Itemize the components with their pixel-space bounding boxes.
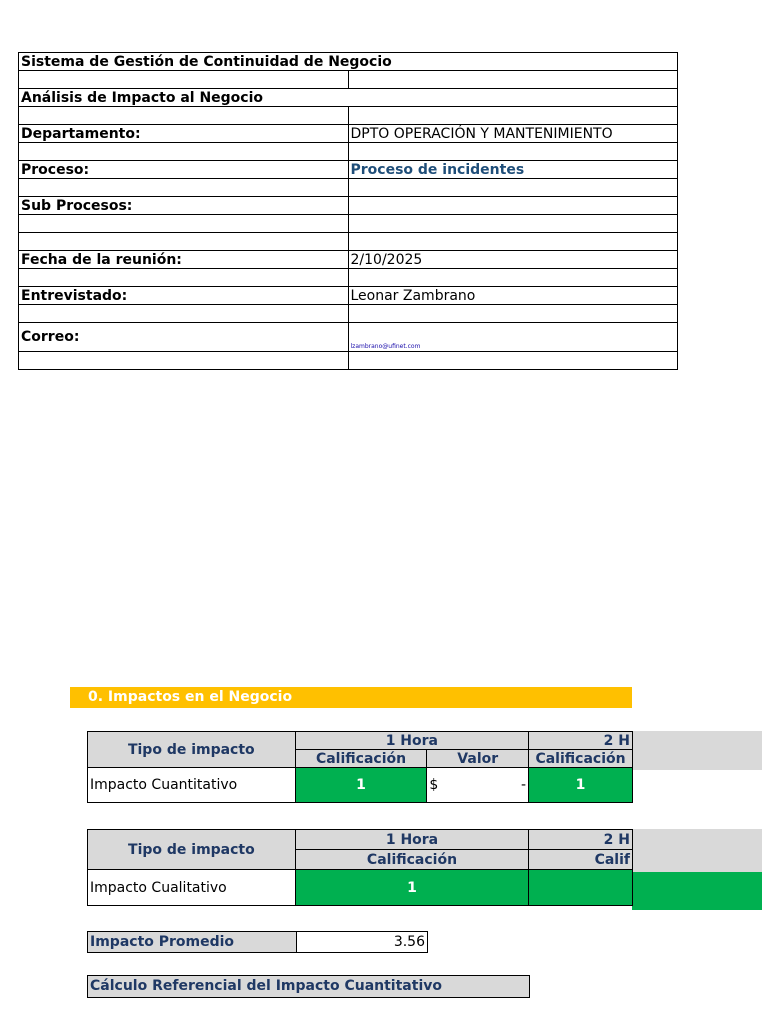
period-1-header: 1 Hora — [295, 732, 528, 750]
departamento-label: Departamento: — [19, 125, 349, 143]
proceso-value[interactable]: Proceso de incidentes — [348, 161, 678, 179]
valor-cell[interactable] — [427, 768, 529, 803]
departamento-value[interactable]: DPTO OPERACIÓN Y MANTENIMIENTO — [348, 125, 678, 143]
proceso-label: Proceso: — [19, 161, 349, 179]
tipo-impacto-header: Tipo de impacto — [88, 732, 296, 768]
impacto-promedio-label: Impacto Promedio — [88, 932, 297, 953]
valor-header: Valor — [427, 750, 529, 768]
calificacion-1-cell[interactable]: 1 — [295, 768, 427, 803]
calculo-referencial-title: Cálculo Referencial del Impacto Cuantitativo — [87, 975, 530, 998]
entrevistado-value[interactable]: Leonar Zambrano — [348, 287, 678, 305]
impacto-cualitativo-table — [87, 829, 633, 906]
impacto-cualitativo-label: Impacto Cualitativo — [88, 870, 296, 906]
calificacion-header: Calificación — [295, 750, 427, 768]
period-2-header: 2 H — [529, 732, 633, 750]
valor-amount: - — [520, 777, 527, 793]
section-title-impactos: 0. Impactos en el Negocio — [70, 687, 632, 708]
fecha-label: Fecha de la reunión: — [19, 251, 349, 269]
calificacion-header-cual: Calificación — [295, 850, 528, 870]
currency-symbol: $ — [429, 777, 439, 793]
calificacion-cual-1-cell[interactable]: 1 — [295, 870, 528, 906]
grey-fill-extension — [632, 731, 762, 770]
impacto-cuantitativo-label: Impacto Cuantitativo — [88, 768, 296, 803]
cuantitativo-clip — [87, 731, 633, 809]
calificacion-cual-2-cell[interactable] — [529, 870, 633, 906]
period-1-header-2: 1 Hora — [295, 830, 528, 850]
entrevistado-label: Entrevistado: — [19, 287, 349, 305]
impacto-cuantitativo-table — [87, 731, 633, 803]
impacto-promedio-value[interactable]: 3.56 — [297, 932, 428, 953]
impacto-promedio-table — [87, 931, 428, 953]
correo-link[interactable]: lzambrano@ufinet.com — [348, 323, 678, 352]
tipo-impacto-header-2: Tipo de impacto — [88, 830, 296, 870]
calificacion-header-cual-2: Calif — [529, 850, 633, 870]
subprocesos-value[interactable] — [348, 197, 678, 215]
period-2-header-2: 2 H — [529, 830, 633, 850]
bia-title: Análisis de Impacto al Negocio — [19, 89, 678, 107]
bia-header-table — [18, 52, 678, 370]
system-title: Sistema de Gestión de Continuidad de Negocio — [19, 53, 678, 71]
correo-label: Correo: — [19, 323, 349, 352]
calificacion-header-2: Calificación — [529, 750, 633, 768]
subprocesos-label: Sub Procesos: — [19, 197, 349, 215]
calificacion-2-cell[interactable]: 1 — [529, 768, 633, 803]
fecha-value[interactable]: 2/10/2025 — [348, 251, 678, 269]
green-fill-extension — [632, 872, 762, 910]
cualitativo-clip — [87, 829, 633, 912]
grey-fill-extension-2 — [632, 829, 762, 872]
